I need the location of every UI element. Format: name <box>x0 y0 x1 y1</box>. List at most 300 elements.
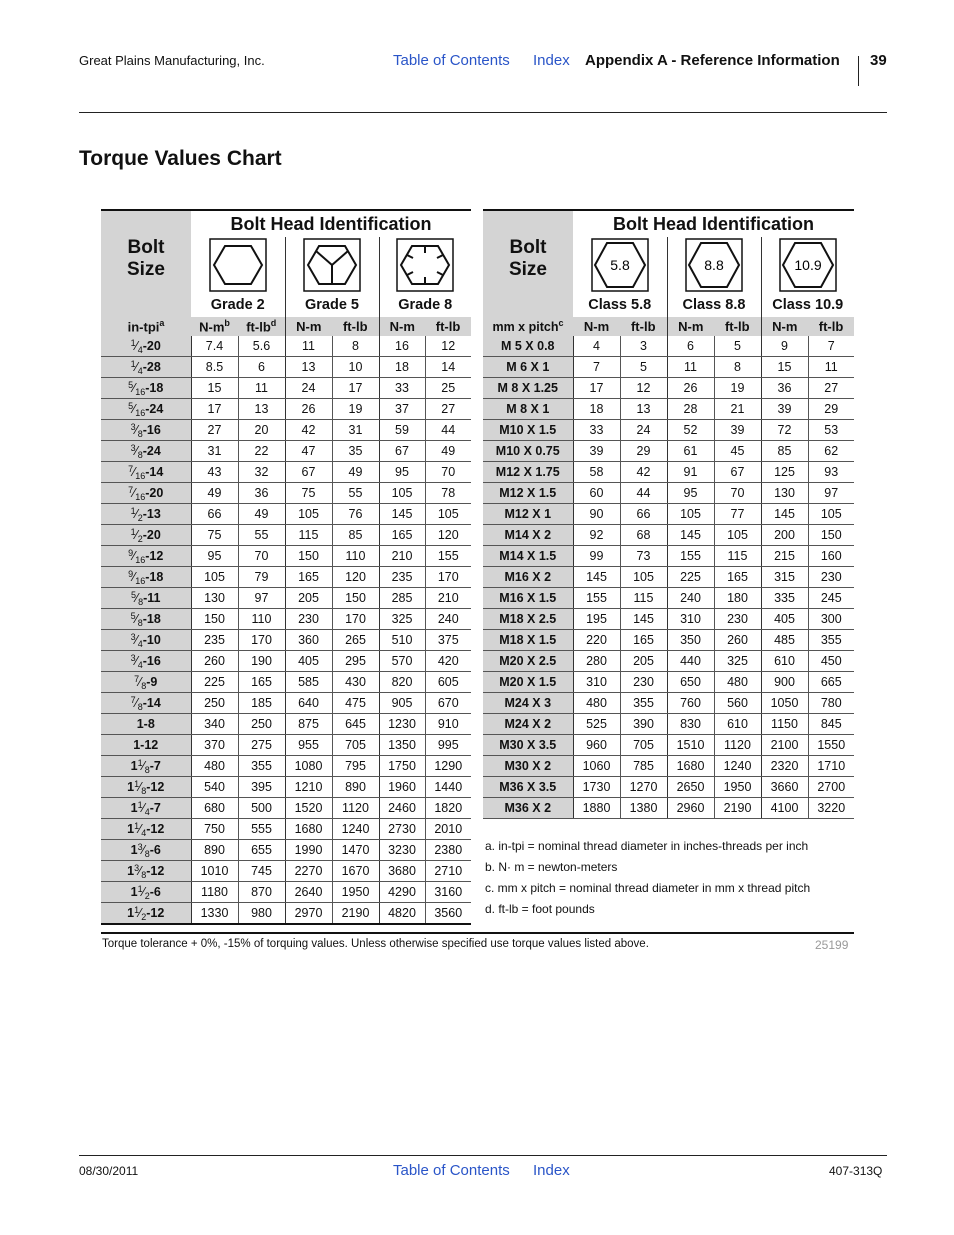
torque-value: 640 <box>285 693 332 714</box>
torque-value: 1240 <box>332 819 379 840</box>
torque-value: 265 <box>332 630 379 651</box>
size-unit-heading: in-tpi$^a$ <box>127 318 165 335</box>
torque-value: 195 <box>573 609 620 630</box>
torque-value: 19 <box>714 378 761 399</box>
unit-heading: ft-lb <box>630 319 656 334</box>
torque-value: 24 <box>285 378 332 399</box>
bolt-size-cell: M16 X 1.5 <box>483 588 573 609</box>
torque-value: 31 <box>191 441 238 462</box>
bolt-size-cell: $^9⁄_{16}-12$ <box>101 546 191 567</box>
torque-value: 210 <box>379 546 425 567</box>
torque-value: 1440 <box>425 777 471 798</box>
torque-value: 145 <box>667 525 714 546</box>
torque-value: 310 <box>573 672 620 693</box>
torque-value: 145 <box>379 504 425 525</box>
torque-value: 85 <box>761 441 808 462</box>
table-row <box>101 546 471 567</box>
bolt-size-cell: M12 X 1 <box>483 504 573 525</box>
unit-heading: ft-lb <box>724 319 750 334</box>
torque-value: 2700 <box>808 777 854 798</box>
torque-value: 61 <box>667 441 714 462</box>
tolerance-note: Torque tolerance + 0%, -15% of torquing values. Unless otherwise specified use torque values listed above. <box>102 938 649 950</box>
torque-value: 70 <box>714 483 761 504</box>
torque-value: 480 <box>714 672 761 693</box>
grade-8-head-icon <box>379 237 471 293</box>
table-row <box>483 651 854 672</box>
table-row <box>101 651 471 672</box>
torque-value: 155 <box>425 546 471 567</box>
torque-value: 35 <box>332 441 379 462</box>
unit-heading: ft-lb <box>818 319 844 334</box>
torque-value: 2190 <box>332 903 379 925</box>
torque-value: 1120 <box>714 735 761 756</box>
bolt-size-cell: M10 X 1.5 <box>483 420 573 441</box>
grade-5-head-icon <box>285 237 379 293</box>
torque-value: 16 <box>379 336 425 357</box>
torque-value: 45 <box>714 441 761 462</box>
torque-value: 99 <box>573 546 620 567</box>
torque-value: 11 <box>238 378 285 399</box>
class-10-9-head-icon <box>761 237 854 293</box>
torque-value: 355 <box>238 756 285 777</box>
table-row <box>483 714 854 735</box>
torque-value: 430 <box>332 672 379 693</box>
torque-value: 350 <box>667 630 714 651</box>
table-row <box>483 567 854 588</box>
torque-value: 705 <box>332 735 379 756</box>
torque-value: 15 <box>191 378 238 399</box>
torque-value: 1950 <box>332 882 379 903</box>
torque-value: 42 <box>285 420 332 441</box>
grade-2-head-icon <box>191 237 285 293</box>
torque-value: 420 <box>425 651 471 672</box>
torque-value: 3680 <box>379 861 425 882</box>
torque-value: 1880 <box>573 798 620 819</box>
table-row <box>483 336 854 357</box>
torque-value: 315 <box>761 567 808 588</box>
torque-value: 21 <box>714 399 761 420</box>
class-8-8-label: Class 8.8 <box>667 293 761 317</box>
torque-value: 33 <box>573 420 620 441</box>
bolt-size-cell: $^7⁄_{16}-14$ <box>101 462 191 483</box>
torque-value: 645 <box>332 714 379 735</box>
table-row <box>101 420 471 441</box>
torque-value: 26 <box>667 378 714 399</box>
table-row <box>483 525 854 546</box>
torque-value: 2640 <box>285 882 332 903</box>
torque-value: 1210 <box>285 777 332 798</box>
torque-value: 2460 <box>379 798 425 819</box>
torque-value: 205 <box>285 588 332 609</box>
torque-value: 250 <box>191 693 238 714</box>
torque-value: 250 <box>238 714 285 735</box>
torque-value: 7 <box>573 357 620 378</box>
torque-value: 31 <box>332 420 379 441</box>
torque-value: 47 <box>285 441 332 462</box>
bolt-size-cell: M18 X 2.5 <box>483 609 573 630</box>
torque-value: 570 <box>379 651 425 672</box>
torque-value: 1010 <box>191 861 238 882</box>
torque-value: 1990 <box>285 840 332 861</box>
table-row <box>101 525 471 546</box>
torque-value: 295 <box>332 651 379 672</box>
table-row <box>101 672 471 693</box>
torque-value: 1290 <box>425 756 471 777</box>
unit-heading: ft-lb <box>435 319 461 334</box>
torque-value: 27 <box>191 420 238 441</box>
torque-value: 875 <box>285 714 332 735</box>
torque-value: 95 <box>379 462 425 483</box>
torque-value: 4100 <box>761 798 808 819</box>
torque-value: 130 <box>191 588 238 609</box>
torque-value: 3160 <box>425 882 471 903</box>
torque-value: 49 <box>332 462 379 483</box>
torque-value: 1960 <box>379 777 425 798</box>
unit-heading: N-m <box>583 319 610 334</box>
unit-heading: $N-m^b$ <box>199 318 230 335</box>
bolt-size-cell: $^5⁄_8-11$ <box>101 588 191 609</box>
bolt-size-heading: Bolt Size <box>101 210 191 317</box>
bolt-size-cell: M24 X 3 <box>483 693 573 714</box>
torque-value: 745 <box>238 861 285 882</box>
footnote-d: d. ft-lb = foot pounds <box>485 902 595 916</box>
torque-value: 13 <box>620 399 667 420</box>
torque-value: 245 <box>808 588 854 609</box>
table-row <box>101 336 471 357</box>
bolt-size-cell: M 8 X 1 <box>483 399 573 420</box>
torque-value: 480 <box>573 693 620 714</box>
torque-value: 310 <box>667 609 714 630</box>
table-row <box>483 420 854 441</box>
torque-value: 115 <box>285 525 332 546</box>
torque-value: 2190 <box>714 798 761 819</box>
bolt-size-cell: M 5 X 0.8 <box>483 336 573 357</box>
bolt-size-cell: M20 X 1.5 <box>483 672 573 693</box>
bolt-size-cell: $^3⁄_8-24$ <box>101 441 191 462</box>
footer-doc-number: 407-313Q <box>829 1164 883 1178</box>
torque-value: 39 <box>761 399 808 420</box>
torque-value: 6 <box>667 336 714 357</box>
bolt-size-cell: $^7⁄_8-14$ <box>101 693 191 714</box>
torque-value: 780 <box>808 693 854 714</box>
table-row <box>101 756 471 777</box>
head-mark-8-8: 8.8 <box>704 257 724 273</box>
torque-value: 49 <box>191 483 238 504</box>
table-row <box>101 441 471 462</box>
bolt-size-cell: M14 X 1.5 <box>483 546 573 567</box>
torque-value: 905 <box>379 693 425 714</box>
torque-value: 67 <box>379 441 425 462</box>
torque-value: 58 <box>573 462 620 483</box>
torque-value: 890 <box>332 777 379 798</box>
torque-value: 11 <box>285 336 332 357</box>
torque-value: 44 <box>620 483 667 504</box>
torque-value: 55 <box>332 483 379 504</box>
table-row <box>483 777 854 798</box>
torque-value: 7 <box>808 336 854 357</box>
torque-value: 19 <box>332 399 379 420</box>
torque-value: 475 <box>332 693 379 714</box>
bolt-size-cell: $^5⁄_{16}-18$ <box>101 378 191 399</box>
bolt-size-cell: M20 X 2.5 <box>483 651 573 672</box>
table-row <box>483 441 854 462</box>
torque-value: 480 <box>191 756 238 777</box>
torque-value: 680 <box>191 798 238 819</box>
bolt-size-cell: $1^3⁄_8-6$ <box>101 840 191 861</box>
torque-value: 190 <box>238 651 285 672</box>
company-name: Great Plains Manufacturing, Inc. <box>79 53 265 68</box>
torque-value: 3220 <box>808 798 854 819</box>
bolt-size-cell: M12 X 1.5 <box>483 483 573 504</box>
table-row <box>101 735 471 756</box>
torque-value: 170 <box>238 630 285 651</box>
torque-value: 1510 <box>667 735 714 756</box>
class-5-8-head-icon <box>573 237 667 293</box>
torque-value: 165 <box>238 672 285 693</box>
torque-value: 13 <box>238 399 285 420</box>
torque-value: 28 <box>667 399 714 420</box>
torque-value: 225 <box>191 672 238 693</box>
footer-toc-link[interactable]: Table of Contents <box>393 1162 510 1179</box>
footer-rule <box>79 1155 887 1156</box>
header-toc-link[interactable]: Table of Contents <box>393 52 510 69</box>
torque-value: 1550 <box>808 735 854 756</box>
torque-value: 39 <box>573 441 620 462</box>
bolt-size-cell: $1^1⁄_2-6$ <box>101 882 191 903</box>
torque-value: 55 <box>238 525 285 546</box>
torque-value: 49 <box>238 504 285 525</box>
torque-value: 105 <box>808 504 854 525</box>
bolt-size-heading: Bolt Size <box>483 210 573 317</box>
bolt-size-cell: $^1⁄_4-28$ <box>101 357 191 378</box>
torque-value: 4290 <box>379 882 425 903</box>
torque-value: 92 <box>573 525 620 546</box>
torque-value: 78 <box>425 483 471 504</box>
page-number: 39 <box>870 52 887 69</box>
torque-value: 605 <box>425 672 471 693</box>
inch-torque-table <box>101 209 471 925</box>
torque-value: 49 <box>425 441 471 462</box>
torque-value: 355 <box>620 693 667 714</box>
torque-value: 13 <box>285 357 332 378</box>
torque-value: 405 <box>761 609 808 630</box>
torque-value: 15 <box>761 357 808 378</box>
torque-value: 22 <box>238 441 285 462</box>
torque-value: 52 <box>667 420 714 441</box>
torque-value: 70 <box>425 462 471 483</box>
torque-value: 8 <box>714 357 761 378</box>
torque-value: 62 <box>808 441 854 462</box>
torque-value: 26 <box>285 399 332 420</box>
torque-value: 14 <box>425 357 471 378</box>
torque-value: 240 <box>425 609 471 630</box>
torque-value: 44 <box>425 420 471 441</box>
bolt-size-cell: $^5⁄_8-18$ <box>101 609 191 630</box>
torque-value: 105 <box>379 483 425 504</box>
torque-value: 29 <box>620 441 667 462</box>
torque-value: 650 <box>667 672 714 693</box>
torque-value: 1820 <box>425 798 471 819</box>
table-row <box>101 630 471 651</box>
torque-value: 230 <box>285 609 332 630</box>
footer-index-link[interactable]: Index <box>533 1162 570 1179</box>
torque-value: 32 <box>238 462 285 483</box>
torque-value: 29 <box>808 399 854 420</box>
torque-value: 1050 <box>761 693 808 714</box>
torque-value: 1240 <box>714 756 761 777</box>
torque-value: 97 <box>238 588 285 609</box>
bolt-size-cell: $^5⁄_{16}-24$ <box>101 399 191 420</box>
torque-value: 360 <box>285 630 332 651</box>
torque-value: 10 <box>332 357 379 378</box>
torque-value: 75 <box>285 483 332 504</box>
torque-value: 230 <box>808 567 854 588</box>
bolt-size-cell: M18 X 1.5 <box>483 630 573 651</box>
torque-value: 72 <box>761 420 808 441</box>
torque-value: 97 <box>808 483 854 504</box>
torque-value: 900 <box>761 672 808 693</box>
footnote-b: b. N· m = newton-meters <box>485 860 618 874</box>
torque-value: 85 <box>332 525 379 546</box>
torque-value: 33 <box>379 378 425 399</box>
torque-value: 12 <box>620 378 667 399</box>
bolt-size-cell: M30 X 3.5 <box>483 735 573 756</box>
table-row <box>483 588 854 609</box>
torque-value: 105 <box>667 504 714 525</box>
torque-value: 17 <box>332 378 379 399</box>
torque-value: 355 <box>808 630 854 651</box>
torque-value: 68 <box>620 525 667 546</box>
table-row <box>483 399 854 420</box>
torque-value: 1060 <box>573 756 620 777</box>
torque-value: 300 <box>808 609 854 630</box>
table-row <box>483 504 854 525</box>
table-row <box>483 693 854 714</box>
table-row <box>483 483 854 504</box>
header-rule <box>79 112 887 113</box>
grade-5-label: Grade 5 <box>285 293 379 317</box>
bolt-size-cell: 1-12 <box>101 735 191 756</box>
torque-value: 1230 <box>379 714 425 735</box>
header-index-link[interactable]: Index <box>533 52 570 69</box>
torque-value: 11 <box>667 357 714 378</box>
torque-value: 995 <box>425 735 471 756</box>
torque-value: 12 <box>425 336 471 357</box>
torque-value: 77 <box>714 504 761 525</box>
torque-value: 36 <box>761 378 808 399</box>
grade-2-label: Grade 2 <box>210 297 265 313</box>
torque-value: 235 <box>191 630 238 651</box>
table-row <box>101 504 471 525</box>
torque-value: 1730 <box>573 777 620 798</box>
table-row <box>483 735 854 756</box>
torque-value: 2650 <box>667 777 714 798</box>
size-unit-heading: mm x pitch$^c$ <box>492 318 564 335</box>
torque-value: 1470 <box>332 840 379 861</box>
torque-value: 890 <box>191 840 238 861</box>
torque-value: 73 <box>620 546 667 567</box>
torque-value: 325 <box>379 609 425 630</box>
torque-value: 105 <box>714 525 761 546</box>
torque-value: 285 <box>379 588 425 609</box>
torque-value: 955 <box>285 735 332 756</box>
table-row <box>483 609 854 630</box>
torque-value: 795 <box>332 756 379 777</box>
bolt-size-cell: $^3⁄_4-16$ <box>101 651 191 672</box>
torque-value: 180 <box>714 588 761 609</box>
unit-heading: N-m <box>667 317 714 336</box>
torque-value: 165 <box>285 567 332 588</box>
torque-value: 24 <box>620 420 667 441</box>
torque-value: 785 <box>620 756 667 777</box>
bolt-size-cell: $^3⁄_8-16$ <box>101 420 191 441</box>
torque-value: 340 <box>191 714 238 735</box>
torque-value: 66 <box>620 504 667 525</box>
torque-value: 105 <box>620 567 667 588</box>
torque-value: 225 <box>667 567 714 588</box>
torque-value: 18 <box>573 399 620 420</box>
torque-value: 76 <box>332 504 379 525</box>
torque-value: 260 <box>714 630 761 651</box>
bolt-size-cell: $1^1⁄_8-7$ <box>101 756 191 777</box>
torque-value: 75 <box>191 525 238 546</box>
torque-value: 540 <box>191 777 238 798</box>
torque-value: 67 <box>714 462 761 483</box>
torque-value: 42 <box>620 462 667 483</box>
torque-value: 150 <box>332 588 379 609</box>
bolt-size-cell: M 8 X 1.25 <box>483 378 573 399</box>
torque-value: 155 <box>573 588 620 609</box>
torque-value: 2960 <box>667 798 714 819</box>
torque-value: 20 <box>238 420 285 441</box>
torque-value: 220 <box>573 630 620 651</box>
torque-value: 4820 <box>379 903 425 925</box>
torque-value: 820 <box>379 672 425 693</box>
table-row <box>101 567 471 588</box>
torque-value: 960 <box>573 735 620 756</box>
table-row <box>101 357 471 378</box>
bolt-size-cell: M16 X 2 <box>483 567 573 588</box>
torque-value: 2320 <box>761 756 808 777</box>
bolt-size-cell: $^1⁄_4-20$ <box>101 336 191 357</box>
torque-value: 95 <box>667 483 714 504</box>
torque-value: 115 <box>620 588 667 609</box>
torque-value: 655 <box>238 840 285 861</box>
torque-value: 79 <box>238 567 285 588</box>
torque-value: 170 <box>425 567 471 588</box>
torque-value: 205 <box>620 651 667 672</box>
torque-value: 3560 <box>425 903 471 925</box>
torque-value: 870 <box>238 882 285 903</box>
torque-value: 370 <box>191 735 238 756</box>
torque-value: 2380 <box>425 840 471 861</box>
table-row <box>101 777 471 798</box>
torque-value: 110 <box>332 546 379 567</box>
torque-value: 37 <box>379 399 425 420</box>
torque-value: 60 <box>573 483 620 504</box>
table-row <box>101 798 471 819</box>
bolt-size-cell: M24 X 2 <box>483 714 573 735</box>
torque-value: 1750 <box>379 756 425 777</box>
torque-value: 125 <box>761 462 808 483</box>
torque-value: 1180 <box>191 882 238 903</box>
head-mark-10-9: 10.9 <box>794 257 822 273</box>
torque-value: 1680 <box>667 756 714 777</box>
torque-value: 215 <box>761 546 808 567</box>
unit-heading: N-m <box>379 317 425 336</box>
torque-value: 1670 <box>332 861 379 882</box>
table-row <box>101 882 471 903</box>
